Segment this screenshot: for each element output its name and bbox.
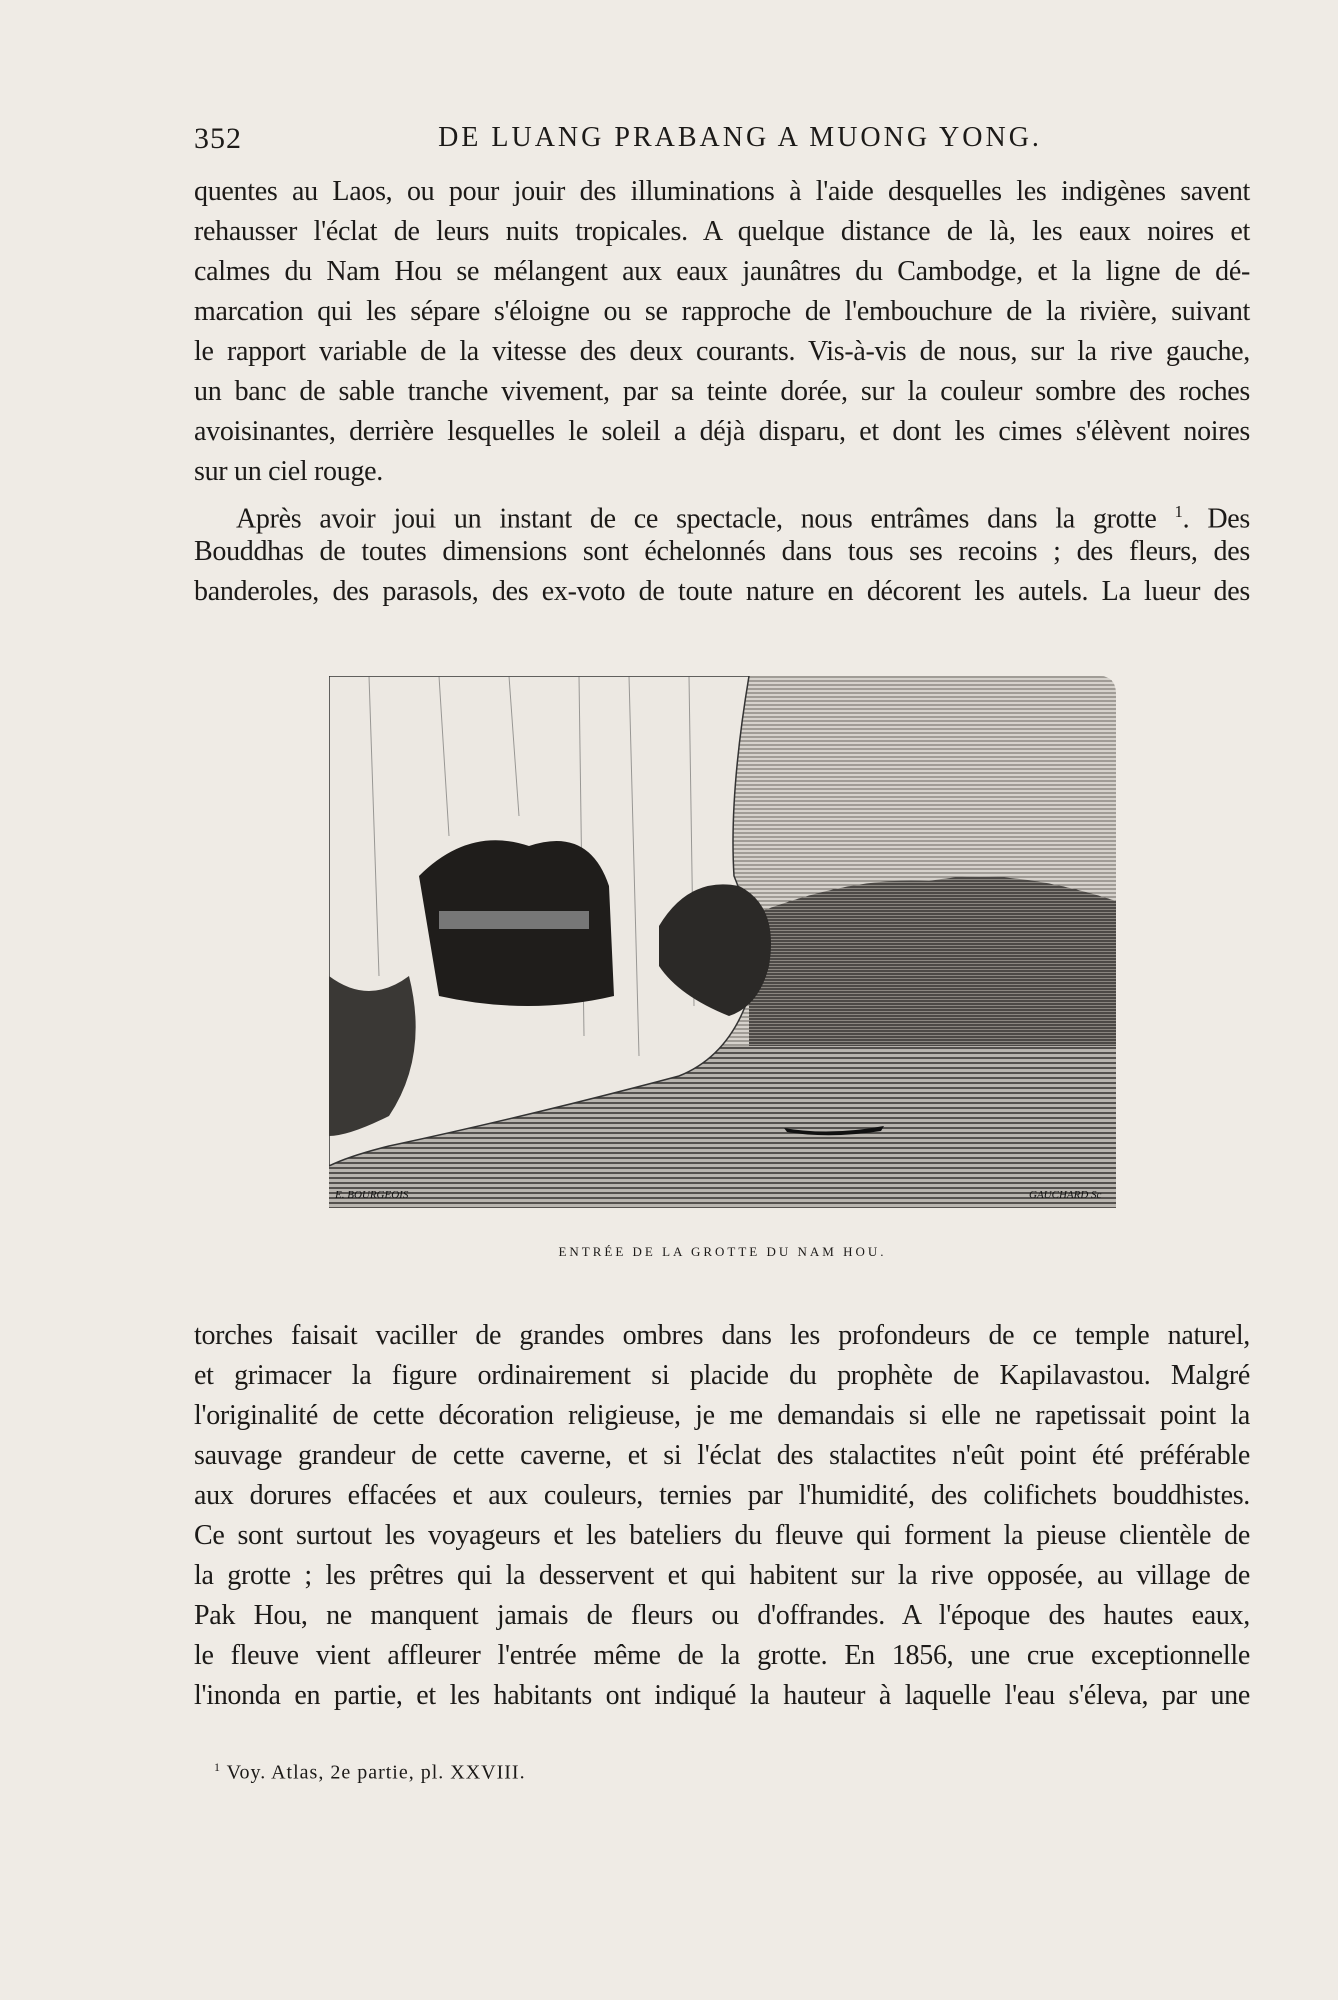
text-line: aux dorures effacées et aux couleurs, ternies par l'humidité, des colifichets bouddhistes. — [194, 1480, 1250, 1511]
engraving-illustration — [329, 676, 1116, 1208]
footnote: $^1$ Voy. Atlas, 2e partie, pl. XXVIII. — [214, 1760, 526, 1784]
text-line: et grimacer la figure ordinairement si placide du prophète de Kapilavastou. Malgré — [194, 1360, 1250, 1391]
mountain-shape — [749, 877, 1116, 1047]
text-line: le fleuve vient affleurer l'entrée même de la grotte. En 1856, une crue exceptionnelle — [194, 1640, 1250, 1671]
text-line: Pak Hou, ne manquent jamais de fleurs ou d'offrandes. A l'époque des hautes eaux, — [194, 1600, 1250, 1631]
text-line: marcation qui les sépare s'éloigne ou se rapproche de l'embouchure de la rivière, suivant — [194, 296, 1250, 327]
text-line: un banc de sable tranche vivement, par sa teinte dorée, sur la couleur sombre des roches — [194, 376, 1250, 407]
text-line: l'inonda en partie, et les habitants ont indiqué la hauteur à laquelle l'eau s'éleva, par une — [194, 1680, 1250, 1711]
text-line: rehausser l'éclat de leurs nuits tropicales. A quelque distance de là, les eaux noires et — [194, 216, 1250, 247]
text-line: calmes du Nam Hou se mélangent aux eaux jaunâtres du Cambodge, et la ligne de dé- — [194, 256, 1250, 287]
bottom-paragraph — [194, 1316, 1250, 1716]
engraver-signature: GAUCHARD Sc — [1029, 1189, 1102, 1201]
text-line: banderoles, des parasols, des ex-voto de toute nature en décorent les autels. La lueur des — [194, 576, 1250, 607]
text-line: Ce sont surtout les voyageurs et les bateliers du fleuve qui forment la pieuse clientèle de — [194, 1520, 1250, 1551]
text-line: la grotte ; les prêtres qui la desservent et qui habitent sur la rive opposée, au village de — [194, 1560, 1250, 1591]
text-line: sauvage grandeur de cette caverne, et si l'éclat des stalactites n'eût point été préférable — [194, 1440, 1250, 1471]
text-line: Après avoir joui un instant de ce spectacle, nous entrâmes dans la grotte $^1$. Des — [236, 502, 1251, 535]
text-line: avoisinantes, derrière lesquelles le soleil a déjà disparu, et dont les cimes s'élèvent noires — [194, 416, 1250, 447]
text-line: Bouddhas de toutes dimensions sont échelonnés dans tous ses recoins ; des fleurs, des — [194, 536, 1250, 567]
text-line: sur un ciel rouge. — [194, 456, 383, 487]
top-paragraph — [194, 172, 1250, 612]
running-title: DE LUANG PRABANG A MUONG YONG. — [438, 122, 1042, 153]
artist-signature: E. BOURGEOIS — [335, 1189, 409, 1201]
text-line: quentes au Laos, ou pour jouir des illuminations à l'aide desquelles les indigènes savent — [194, 176, 1250, 207]
page-number: 352 — [194, 122, 242, 155]
text-line: l'originalité de cette décoration religieuse, je me demandais si elle ne rapetissait point la — [194, 1400, 1250, 1431]
figure-caption: ENTRÉE DE LA GROTTE DU NAM HOU. — [558, 1244, 887, 1259]
footnote-reference: 1 — [1174, 502, 1183, 521]
text-line: le rapport variable de la vitesse des deux courants. Vis-à-vis de nous, sur la rive gauche, — [194, 336, 1250, 367]
text-line: torches faisait vaciller de grandes ombres dans les profondeurs de ce temple naturel, — [194, 1320, 1250, 1351]
